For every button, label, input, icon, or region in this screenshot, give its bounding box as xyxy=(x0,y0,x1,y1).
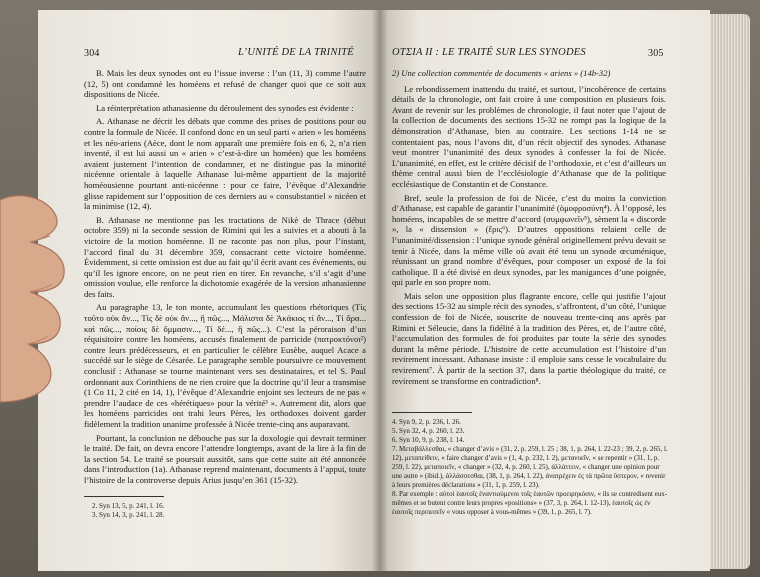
page-edges xyxy=(710,14,750,569)
left-paragraph-1: B. Mais les deux synodes ont eu l’issue inverse : l’un (11, 3) comme l’autre (12, 5) ont condamné les homéens et refusé de changer quoi que ce soit aux dispositions de Nicée. xyxy=(84,68,366,100)
left-running-title: L’UNITÉ DE LA TRINITÉ xyxy=(238,47,354,58)
right-page-number: 305 xyxy=(648,48,664,59)
left-page-number: 304 xyxy=(84,48,100,59)
right-footnote-4: 4. Syn 9, 2, p. 236, l. 26. xyxy=(392,418,461,426)
hand-holding-book-icon xyxy=(0,180,70,410)
right-footnotes xyxy=(392,418,668,517)
right-paragraph-2: Bref, seule la profession de foi de Nicée, c’est du moins la conviction d’Athanase, est capable de garantir l’unanimité (ὁμοφροσύνη⁴). À l’opposé, les homéens, incapables de se mettre d’accord (συμφωνεῖν⁵), sèment la « discorde », la « dissension » (ἔρις⁶). D’autres oppositions relaient celle de l’unanimité/dissension : l’unique synode général originellement prévu devait se tenir à Nicée, dans la même ville où avait été tenu un synode œcuménique, réunissant un grand nombre d’évêques, pour composer un exposé de la foi catholique. Il a été divisé en deux synodes, par les manigances d’une poignée, qui parle en son propre nom. xyxy=(392,192,666,288)
right-footnote-7: 7. Μεταβάλλεσθαι, « changer d’avis » (31, 2, p. 259, l. 25 ; 38, 1, p. 264, l. 22-23 ; 39, 2, p. 265, l. 12), μεταπείθειν, « faire changer d’avis » (1, 4, p. 232, l. 2), μετανοεῖν, « se repentir » (31, 1, p. 259, l. 22), μεταποιεῖν, « changer » (32, 4, p. 260, l. 25), ἀλλάττειν, « changer une opinion pour une autre » (ibid.), ἀλλάσσεσθαι, (38, 1, p. 264, l. 22), ἀνατρέχειν ἐς τὰ πρῶτα ὕστερον, « revenir à leurs premières déclarations » (31, 1, p. 259, l. 23). xyxy=(392,445,668,489)
left-paragraph-6: Pourtant, la conclusion ne débouche pas sur la doxologie qui devrait terminer le traité. De fait, on devra encore l’attendre longtemps, avant de la lire à la fin de la section 54. Le traité se poursuit aussitôt, sans que cette suite ait été annoncée dans l’introduction (1a). Athanase reprend maintenant, documents à l’appui, toute l’histoire de la controverse depuis Arius jusqu’en 361 (15-32). xyxy=(84,432,366,485)
left-footnote-3: 3. Syn 14, 3, p. 241, l. 28. xyxy=(92,511,165,519)
right-subheading: 2) Une collection commentée de documents « ariens » (14b-32) xyxy=(392,68,611,78)
right-paragraph-3: Mais selon une opposition plus flagrante encore, celle qui justifie l’ajout des sections 15-32 au simple récit des synodes, s’affrontent, d’un côté, l’unique confession de foi de Nicée, souscrite de nouveau trente-cinq ans après par Rimini et Séleucie, dans la fidélité à la tradition des Pères, et, de l’autre côté, l’accumulation des formules de foi produites par toute la série des synodes durant la même période. L’histoire de cette accumulation est l’histoire d’un revirement incessant. Athanase insiste : il emploie sans cesse le vocabulaire du revirement⁷. À partir de la section 37, dans la partie théologique du traité, ce revirement se transforme en contradiction⁸. xyxy=(392,290,666,386)
left-footnotes xyxy=(92,502,362,520)
right-paragraph-1: Le rebondissement inattendu du traité, et surtout, l’incohérence de certains détails de la chronologie, ont fait croire à une composition en plusieurs fois. Avant de revenir sur les problèmes de chronologie, il faut noter que l’ajout de la collection de documents des sections 15-32 ne rompt pas la logique de la démonstration d’Athanase, bien au contraire. Les sections 1-14 ne se contentaient pas, nous l’avons dit, d’un récit objectif des synodes. Athanase veut montrer l’unanimité des deux synodes à confesser la foi de Nicée. L’unanimité, en effet, est le critère décisif de l’orthodoxie, et c’est d’ailleurs un thème central aussi bien de l’ecclésiologie d’Athanase que de la politique ecclésiastique de Constantin et de Constance. xyxy=(392,83,666,189)
right-footnote-rule xyxy=(392,412,472,413)
right-footnote-6: 6. Syn 10, 9, p. 238, l. 14. xyxy=(392,436,465,444)
left-page xyxy=(38,10,380,571)
right-running-title: ΟΤΣΙΑ II : LE TRAITÉ SUR LES SYNODES xyxy=(392,47,586,58)
left-footnote-rule xyxy=(84,496,164,497)
right-body xyxy=(392,68,666,389)
right-page xyxy=(380,10,710,571)
left-footnote-2: 2. Syn 13, 5, p. 241, l. 16. xyxy=(92,502,165,510)
left-body xyxy=(84,68,366,489)
right-footnote-5: 5. Syn 32, 4, p. 260, l. 23. xyxy=(392,427,465,435)
right-footnote-8: 8. Par exemple : αὐτοὶ ἑαυτοῖς ἐναντιούμενοι τοῖς ἑαυτῶν προειρηκόσιν, « ils se contredisent eux-mêmes et se butent contre leurs propres «positions» » (37, 3, p. 264, l. 12-13), ἑαυτοῖς ὡς ἐν ἑαυτοῖς περιπεσεῖν « vous opposer à vous-mêmes » (39, 1, p. 265, l. 7). xyxy=(392,490,668,516)
left-paragraph-3: A. Athanase ne décrit les débats que comme des prises de positions pour ou contre la formule de Nicée. Il confond donc en un seul parti « arien » les homéens et les néo-ariens (Aèce, dont le nom apparaît une première fois en 6, 2, n’a rien inventé, il est lui aussi un « arien » c’est-à-dire un homéen) que les homéens avaient justement l’intention de condamner, et ne distingue pas la minorité nicéenne orientale à laquelle Athanase lui-même appartient de la majorité homéousienne pourtant anti-nicéenne : pour ce faire, l’évêque d’Alexandrie glisse rapidement sur l’opposition de ces derniers au « consubstantiel » nicéen et la minimise (12, 4). xyxy=(84,116,366,212)
book-gutter xyxy=(372,10,388,571)
left-paragraph-5: Au paragraphe 13, le ton monte, accumulant les questions rhétoriques (Τίς τοῦτο οὐκ ἄν..., Τίς δὲ οὐκ ἄν..., ἢ πῶς..., Μάλιστα δὲ Ἀκάκιος τί ἄν..., Τί ἄρα... καὶ πῶς..., ποίοις δὲ ὄμμασιν..., Τί δέ..., ἢ πῶς...). C’est la péroraison d’un réquisitoire contre les homéens, accusés finalement de parricide (πατροκτόνοι²) contre leurs prédécesseurs, et en particulier le célèbre Eusèbe, auquel Acace a succédé sur le siège de Césarée. Le paragraphe semble poursuivre ce mouvement conclusif : Athanase se tourne maintenant vers ses destinataires, et tel S. Paul ordonnant aux Corinthiens de ne rien croire que la doctrine qu’il leur a transmise (1 Co 11, 2 cité en 14, 1), l’évêque d’Alexandrie enjoint ses lecteurs de ne pas « prendre l’audace de ces «hérétiques» pour la vérité³ ». Autrement dit, alors que les homéens parricides ont trahi leurs Pères, les orthodoxes doivent garder fidèlement la tradition unanime professée à Nicée trente-cinq ans auparavant. xyxy=(84,302,366,429)
left-paragraph-4: B. Athanase ne mentionne pas les tractations de Nikè de Thrace (début octobre 359) ni la seconde session de Rimini qui les a suivies et a abouti à la victoire de la motion homéenne. Il ne raconte pas non plus, pour l’instant, l’accord final du 31 décembre 359, consacrant cette victoire homéenne. Évidemment, si cette omission est due au fait qu’il écrit avant ces événements, ou qu’il les ignore encore, on ne peut rien en tirer. En revanche, s’il s’agit d’une omission voulue, elle renforce la dichotomie exagérée de la version athanasienne des faits. xyxy=(84,214,366,299)
left-paragraph-2: La réinterprétation athanasienne du déroulement des synodes est évidente : xyxy=(96,102,354,113)
